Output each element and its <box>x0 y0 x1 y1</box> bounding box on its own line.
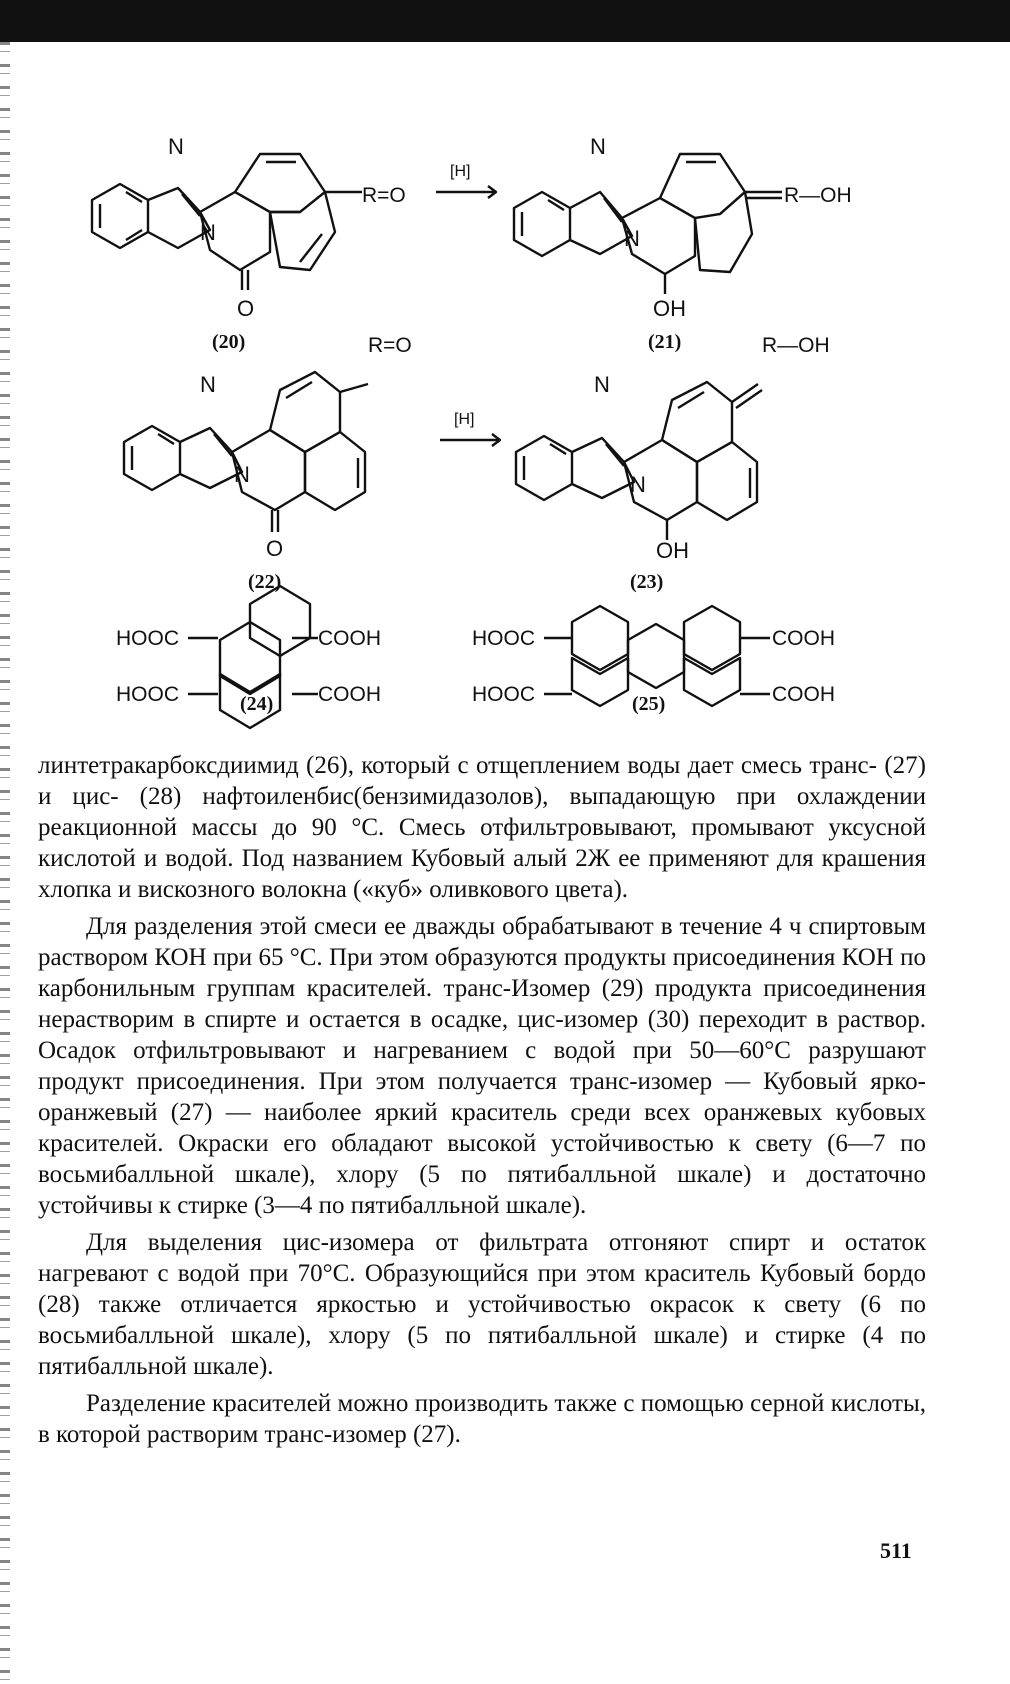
structure-23 <box>516 382 762 540</box>
atom-n: N <box>200 372 216 397</box>
paragraph: линтетракарбоксдиимид (26), который с отщеплением воды дает смесь транс- (27) и цис- (28) нафтоиленбис(бензимидазолов), выпадающую при охлаждении реакционной массы до 90 °С. Смесь отфильтровывают, промывают уксусной кислотой и водой. Под названием Кубовый алый 2Ж ее применяют для крашения хлопка и вискозного волокна («куб» оливкового цвета). <box>38 752 926 903</box>
substituent-hooc: HOOC <box>116 627 179 650</box>
atom-o: O <box>266 536 284 561</box>
substituent-hooc: HOOC <box>116 683 179 706</box>
substituent-cooh: COOH <box>772 683 835 706</box>
substituent-cooh: COOH <box>318 683 381 706</box>
substituent-keto: R=O <box>368 334 412 357</box>
structure-25 <box>544 606 770 706</box>
structure-22 <box>124 372 368 532</box>
atom-n: N <box>594 372 610 397</box>
substituent-hydroxy: R—OH <box>762 334 830 357</box>
atom-oh: OH <box>656 538 689 563</box>
atom-n: N <box>630 472 646 497</box>
label-24: (24) <box>240 693 274 715</box>
arrow-label: [H] <box>454 411 475 428</box>
substituent-cooh: COOH <box>318 627 381 650</box>
label-22: (22) <box>248 571 282 593</box>
label-25: (25) <box>632 693 666 715</box>
atom-n: N <box>200 220 216 245</box>
paragraph: Для разделения этой смеси ее дважды обрабатывают в течение 4 ч спиртовым раствором КОН при 65 °С. При этом образуются продукты присоединения КОН по карбонильным группам красителей. транс-Изомер (29) продукта присоединения нерастворим в спирте и остается в осадке, цис-изомер (30) переходит в раствор. Осадок отфильтровывают и нагреванием с водой при 50—60°С разрушают продукт присоединения. При этом получается транс-изомер — Кубовый ярко-оранжевый (27) — наиболее яркий краситель среди всех оранжевых кубовых красителей. Окраски его обладают высокой устойчивостью к свету (6—7 по восьмибалльной шкале), хлору (5 по пятибалльной шкале) и достаточно устойчивы к стирке (3—4 по пятибалльной шкале). <box>38 913 926 1219</box>
structure-21 <box>514 154 782 294</box>
scan-top-border <box>0 0 1010 42</box>
substituent-keto: R=O <box>362 184 406 207</box>
paragraph: Разделение красителей можно производить также с помощью серной кислоты, в которой растворим транс-изомер (27). <box>38 1390 926 1448</box>
chemical-scheme <box>0 42 1010 732</box>
atom-n: N <box>234 462 250 487</box>
label-21: (21) <box>648 331 682 353</box>
substituent-cooh: COOH <box>772 627 835 650</box>
atom-o: O <box>237 296 255 321</box>
label-23: (23) <box>630 571 664 593</box>
atom-n: N <box>624 226 640 251</box>
atom-n: N <box>590 134 606 159</box>
body-text <box>38 750 926 1456</box>
atom-oh: OH <box>653 296 686 321</box>
substituent-hydroxy: R—OH <box>784 184 852 207</box>
substituent-hooc: HOOC <box>472 683 535 706</box>
page-number: 511 <box>880 1538 912 1563</box>
substituent-hooc: HOOC <box>472 627 535 650</box>
arrow-label: [H] <box>450 163 471 180</box>
atom-n: N <box>168 134 184 159</box>
label-20: (20) <box>212 331 246 353</box>
paragraph: Для выделения цис-изомера от фильтрата отгоняют спирт и остаток нагревают с водой при 70°С. Образующийся при этом краситель Кубовый бордо (28) также отличается яркостью и устойчивостью окрасок к свету (6 по восьмибалльной шкале), хлору (5 по пятибалльной шкале) и стирке (4 по пятибалльной шкале). <box>38 1229 926 1380</box>
structure-20 <box>92 154 362 290</box>
